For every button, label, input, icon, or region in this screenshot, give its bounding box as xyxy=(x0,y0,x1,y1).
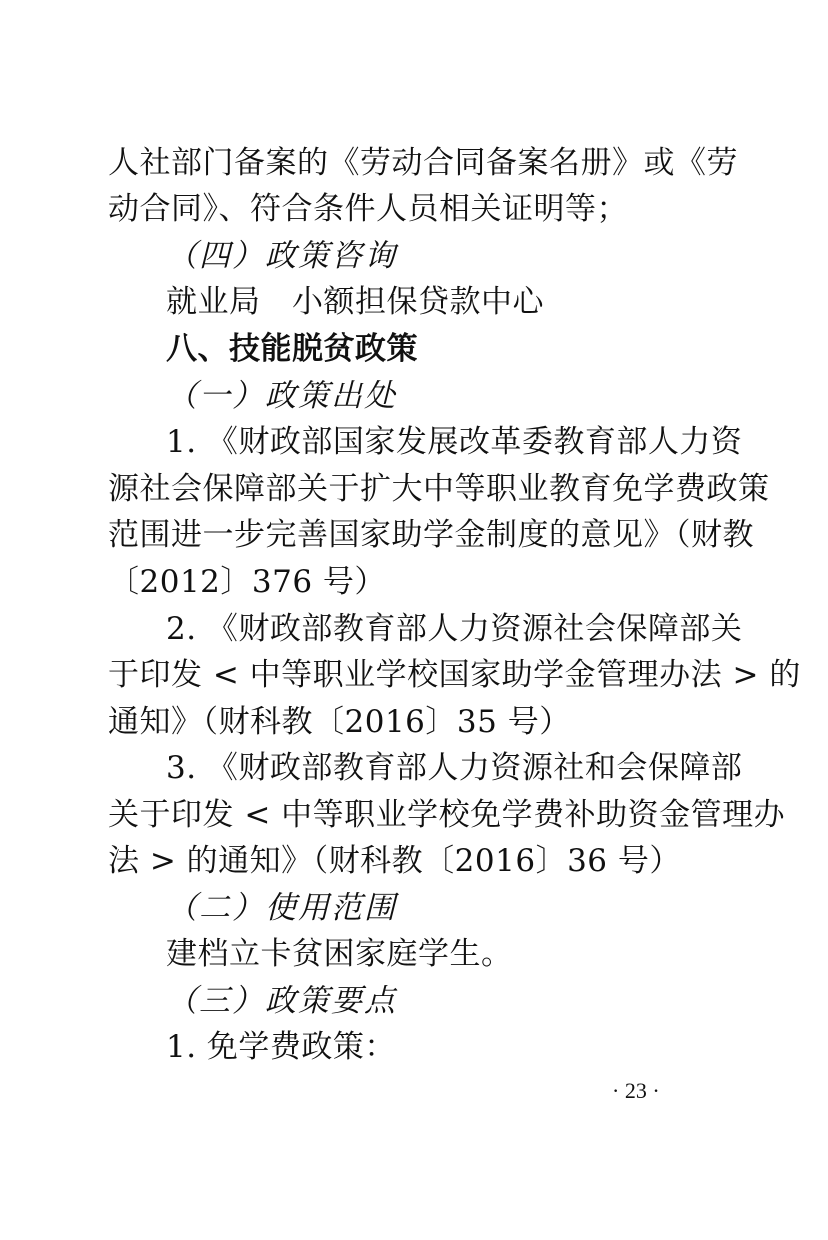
body-text-line: 1. 《财政部国家发展改革委教育部人力资 xyxy=(166,424,743,460)
body-text-line: 3. 《财政部教育部人力资源社和会保障部 xyxy=(166,750,743,786)
body-text-line: 通知》（财科教〔2016〕35 号） xyxy=(108,704,571,740)
body-text-line: 源社会保障部关于扩大中等职业教育免学费政策 xyxy=(108,471,770,507)
body-text-line: 人社部门备案的《劳动合同备案名册》或《劳 xyxy=(108,145,738,181)
body-text-line: 范围进一步完善国家助学金制度的意见》（财教 xyxy=(108,517,754,553)
section-heading-policy-source: （一）政策出处 xyxy=(166,378,397,414)
chapter-heading-skills-poverty-policy: 八、技能脱贫政策 xyxy=(166,331,418,367)
section-heading-policy-consultation: （四）政策咨询 xyxy=(166,238,397,274)
page-number: · 23 · xyxy=(612,1078,660,1103)
body-text-line: 就业局 小额担保贷款中心 xyxy=(166,284,544,320)
section-heading-key-points: （三）政策要点 xyxy=(166,983,397,1019)
body-text-line: 动合同》、符合条件人员相关证明等； xyxy=(108,191,628,227)
body-text-line: 〔2012〕376 号） xyxy=(108,564,386,600)
body-text-line: 法 > 的通知》（财科教〔2016〕36 号） xyxy=(108,843,681,879)
section-heading-scope: （二）使用范围 xyxy=(166,890,397,926)
body-text-line: 1. 免学费政策： xyxy=(166,1029,396,1065)
body-text-line: 关于印发 < 中等职业学校免学费补助资金管理办 xyxy=(108,797,786,833)
body-text-line: 2. 《财政部教育部人力资源社会保障部关 xyxy=(166,611,743,647)
body-text-line: 于印发 < 中等职业学校国家助学金管理办法 > 的 xyxy=(108,657,801,693)
body-text-line: 建档立卡贫困家庭学生。 xyxy=(166,936,513,972)
